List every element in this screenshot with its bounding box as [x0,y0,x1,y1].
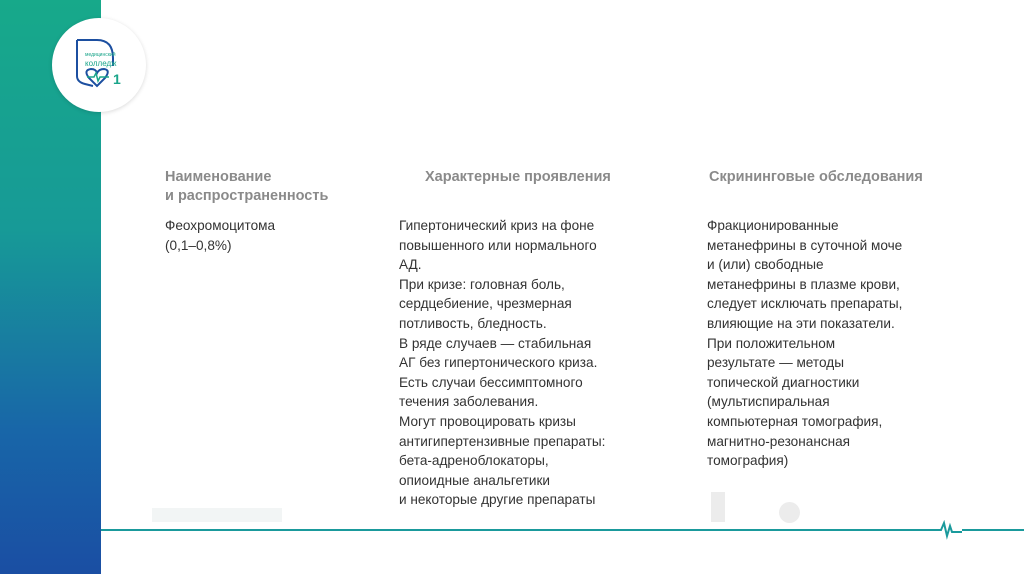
cell-manifestations: Гипертонический криз на фоне повышенного или нормального АД. При кризе: головная боль, сердцебиение, чрезмерная потливость, бледность. В ряде случаев — стабильная АГ без гипертонического криза. Есть случаи бессимптомного течения заболевания. Могут провоцировать кризы антигипертензивные препараты: бета-адреноблокаторы, опиоидные анальгетики и некоторые другие препараты [399,218,606,508]
college-logo [52,18,146,112]
pulse-icon [938,520,962,540]
svg-text:колледж: колледж [85,59,117,68]
bottom-divider [101,529,1024,531]
cell-screening: Фракционированные метанефрины в суточной моче и (или) свободные метанефрины в плазме крови, следует исключать препараты, влияющие на эти показатели. При положительном результате — методы топической диагностики (мультиспиральная компьютерная томография, магнитно-резонансная томография) [707,218,903,469]
svg-text:медицинский: медицинский [85,52,116,58]
header-screening: Скрининговые обследования [709,169,923,185]
decorative-bar [711,492,725,522]
header-name: Наименование и распространенность [165,169,329,204]
cell-name: Феохромоцитома (0,1–0,8%) [165,218,276,253]
logo-icon [69,36,129,94]
svg-text:1: 1 [113,71,121,87]
header-manifestations: Характерные проявления [425,169,611,185]
decorative-shape [152,508,282,522]
decorative-dot [779,502,800,523]
